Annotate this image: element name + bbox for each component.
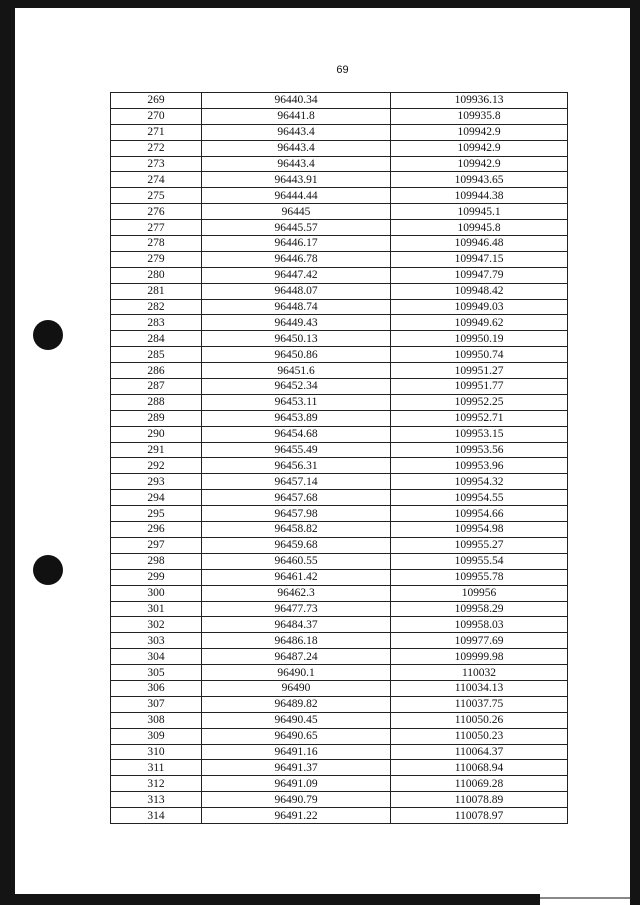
table-row bbox=[111, 156, 568, 172]
table-body bbox=[111, 93, 568, 824]
table-row bbox=[111, 553, 568, 569]
y-coordinate-cell: 109977.69 bbox=[391, 633, 568, 649]
table-row bbox=[111, 283, 568, 299]
x-coordinate-cell: 96443.91 bbox=[202, 172, 391, 188]
point-id-cell: 303 bbox=[111, 633, 202, 649]
x-coordinate-cell: 96459.68 bbox=[202, 537, 391, 553]
x-coordinate-cell: 96448.74 bbox=[202, 299, 391, 315]
x-coordinate-cell: 96451.6 bbox=[202, 363, 391, 379]
table-row bbox=[111, 569, 568, 585]
x-coordinate-cell: 96484.37 bbox=[202, 617, 391, 633]
point-id-cell: 300 bbox=[111, 585, 202, 601]
y-coordinate-cell: 109945.1 bbox=[391, 204, 568, 220]
scan-border-top bbox=[0, 0, 640, 8]
x-coordinate-cell: 96458.82 bbox=[202, 522, 391, 538]
point-id-cell: 305 bbox=[111, 665, 202, 681]
y-coordinate-cell: 109999.98 bbox=[391, 649, 568, 665]
y-coordinate-cell: 110034.13 bbox=[391, 680, 568, 696]
point-id-cell: 295 bbox=[111, 506, 202, 522]
point-id-cell: 307 bbox=[111, 696, 202, 712]
y-coordinate-cell: 109943.65 bbox=[391, 172, 568, 188]
x-coordinate-cell: 96487.24 bbox=[202, 649, 391, 665]
y-coordinate-cell: 109942.9 bbox=[391, 156, 568, 172]
point-id-cell: 301 bbox=[111, 601, 202, 617]
point-id-cell: 314 bbox=[111, 808, 202, 824]
y-coordinate-cell: 110069.28 bbox=[391, 776, 568, 792]
point-id-cell: 299 bbox=[111, 569, 202, 585]
table-row bbox=[111, 792, 568, 808]
x-coordinate-cell: 96454.68 bbox=[202, 426, 391, 442]
point-id-cell: 285 bbox=[111, 347, 202, 363]
table-row bbox=[111, 537, 568, 553]
table-row bbox=[111, 490, 568, 506]
point-id-cell: 308 bbox=[111, 712, 202, 728]
point-id-cell: 291 bbox=[111, 442, 202, 458]
table-row bbox=[111, 617, 568, 633]
table-row bbox=[111, 728, 568, 744]
x-coordinate-cell: 96460.55 bbox=[202, 553, 391, 569]
y-coordinate-cell: 109952.25 bbox=[391, 394, 568, 410]
table-row bbox=[111, 522, 568, 538]
point-id-cell: 310 bbox=[111, 744, 202, 760]
x-coordinate-cell: 96490 bbox=[202, 680, 391, 696]
point-id-cell: 294 bbox=[111, 490, 202, 506]
table-row bbox=[111, 299, 568, 315]
y-coordinate-cell: 109945.8 bbox=[391, 220, 568, 236]
table-row bbox=[111, 363, 568, 379]
table-row bbox=[111, 776, 568, 792]
point-id-cell: 289 bbox=[111, 410, 202, 426]
table-row bbox=[111, 712, 568, 728]
coordinates-table bbox=[110, 92, 568, 824]
x-coordinate-cell: 96461.42 bbox=[202, 569, 391, 585]
scan-border-left bbox=[0, 0, 15, 905]
y-coordinate-cell: 109947.79 bbox=[391, 267, 568, 283]
point-id-cell: 297 bbox=[111, 537, 202, 553]
y-coordinate-cell: 109955.27 bbox=[391, 537, 568, 553]
punch-hole-icon bbox=[33, 555, 63, 585]
table-row bbox=[111, 315, 568, 331]
x-coordinate-cell: 96450.86 bbox=[202, 347, 391, 363]
table-row bbox=[111, 458, 568, 474]
y-coordinate-cell: 109953.15 bbox=[391, 426, 568, 442]
table-row bbox=[111, 267, 568, 283]
point-id-cell: 283 bbox=[111, 315, 202, 331]
table-row bbox=[111, 760, 568, 776]
y-coordinate-cell: 109944.38 bbox=[391, 188, 568, 204]
point-id-cell: 290 bbox=[111, 426, 202, 442]
x-coordinate-cell: 96491.22 bbox=[202, 808, 391, 824]
y-coordinate-cell: 110032 bbox=[391, 665, 568, 681]
y-coordinate-cell: 109949.62 bbox=[391, 315, 568, 331]
point-id-cell: 281 bbox=[111, 283, 202, 299]
x-coordinate-cell: 96450.13 bbox=[202, 331, 391, 347]
point-id-cell: 313 bbox=[111, 792, 202, 808]
scan-border-right bbox=[630, 0, 640, 905]
table-row bbox=[111, 140, 568, 156]
x-coordinate-cell: 96444.44 bbox=[202, 188, 391, 204]
table-row bbox=[111, 696, 568, 712]
x-coordinate-cell: 96456.31 bbox=[202, 458, 391, 474]
point-id-cell: 287 bbox=[111, 379, 202, 395]
y-coordinate-cell: 110050.26 bbox=[391, 712, 568, 728]
point-id-cell: 280 bbox=[111, 267, 202, 283]
x-coordinate-cell: 96445.57 bbox=[202, 220, 391, 236]
x-coordinate-cell: 96491.09 bbox=[202, 776, 391, 792]
table-row bbox=[111, 331, 568, 347]
x-coordinate-cell: 96447.42 bbox=[202, 267, 391, 283]
table-row bbox=[111, 347, 568, 363]
point-id-cell: 292 bbox=[111, 458, 202, 474]
point-id-cell: 311 bbox=[111, 760, 202, 776]
x-coordinate-cell: 96457.68 bbox=[202, 490, 391, 506]
table-row bbox=[111, 236, 568, 252]
point-id-cell: 282 bbox=[111, 299, 202, 315]
x-coordinate-cell: 96443.4 bbox=[202, 156, 391, 172]
x-coordinate-cell: 96462.3 bbox=[202, 585, 391, 601]
y-coordinate-cell: 109950.19 bbox=[391, 331, 568, 347]
x-coordinate-cell: 96455.49 bbox=[202, 442, 391, 458]
table-row bbox=[111, 506, 568, 522]
x-coordinate-cell: 96457.98 bbox=[202, 506, 391, 522]
y-coordinate-cell: 110078.97 bbox=[391, 808, 568, 824]
y-coordinate-cell: 109958.29 bbox=[391, 601, 568, 617]
point-id-cell: 312 bbox=[111, 776, 202, 792]
table-row bbox=[111, 394, 568, 410]
y-coordinate-cell: 110064.37 bbox=[391, 744, 568, 760]
point-id-cell: 278 bbox=[111, 236, 202, 252]
table-row bbox=[111, 379, 568, 395]
y-coordinate-cell: 109958.03 bbox=[391, 617, 568, 633]
x-coordinate-cell: 96490.65 bbox=[202, 728, 391, 744]
y-coordinate-cell: 109954.55 bbox=[391, 490, 568, 506]
table-row bbox=[111, 665, 568, 681]
table-row bbox=[111, 426, 568, 442]
point-id-cell: 306 bbox=[111, 680, 202, 696]
x-coordinate-cell: 96453.89 bbox=[202, 410, 391, 426]
point-id-cell: 277 bbox=[111, 220, 202, 236]
x-coordinate-cell: 96489.82 bbox=[202, 696, 391, 712]
table-row bbox=[111, 220, 568, 236]
point-id-cell: 298 bbox=[111, 553, 202, 569]
y-coordinate-cell: 110037.75 bbox=[391, 696, 568, 712]
x-coordinate-cell: 96448.07 bbox=[202, 283, 391, 299]
x-coordinate-cell: 96491.37 bbox=[202, 760, 391, 776]
point-id-cell: 309 bbox=[111, 728, 202, 744]
y-coordinate-cell: 109952.71 bbox=[391, 410, 568, 426]
y-coordinate-cell: 109955.78 bbox=[391, 569, 568, 585]
point-id-cell: 293 bbox=[111, 474, 202, 490]
table-row bbox=[111, 633, 568, 649]
point-id-cell: 274 bbox=[111, 172, 202, 188]
table-row bbox=[111, 442, 568, 458]
y-coordinate-cell: 109942.9 bbox=[391, 140, 568, 156]
point-id-cell: 271 bbox=[111, 124, 202, 140]
table-row bbox=[111, 204, 568, 220]
table-row bbox=[111, 601, 568, 617]
table-row bbox=[111, 172, 568, 188]
y-coordinate-cell: 109956 bbox=[391, 585, 568, 601]
point-id-cell: 276 bbox=[111, 204, 202, 220]
table-row bbox=[111, 585, 568, 601]
table-row bbox=[111, 808, 568, 824]
table-row bbox=[111, 744, 568, 760]
x-coordinate-cell: 96441.8 bbox=[202, 108, 391, 124]
y-coordinate-cell: 109953.56 bbox=[391, 442, 568, 458]
point-id-cell: 275 bbox=[111, 188, 202, 204]
y-coordinate-cell: 109947.15 bbox=[391, 251, 568, 267]
table-row bbox=[111, 649, 568, 665]
y-coordinate-cell: 109953.96 bbox=[391, 458, 568, 474]
y-coordinate-cell: 109950.74 bbox=[391, 347, 568, 363]
table-row bbox=[111, 251, 568, 267]
x-coordinate-cell: 96486.18 bbox=[202, 633, 391, 649]
y-coordinate-cell: 110068.94 bbox=[391, 760, 568, 776]
y-coordinate-cell: 110078.89 bbox=[391, 792, 568, 808]
table-row bbox=[111, 680, 568, 696]
y-coordinate-cell: 109935.8 bbox=[391, 108, 568, 124]
point-id-cell: 284 bbox=[111, 331, 202, 347]
y-coordinate-cell: 109936.13 bbox=[391, 93, 568, 109]
y-coordinate-cell: 109951.27 bbox=[391, 363, 568, 379]
table-row bbox=[111, 124, 568, 140]
y-coordinate-cell: 109954.66 bbox=[391, 506, 568, 522]
x-coordinate-cell: 96445 bbox=[202, 204, 391, 220]
point-id-cell: 302 bbox=[111, 617, 202, 633]
table-row bbox=[111, 410, 568, 426]
y-coordinate-cell: 109955.54 bbox=[391, 553, 568, 569]
x-coordinate-cell: 96452.34 bbox=[202, 379, 391, 395]
y-coordinate-cell: 110050.23 bbox=[391, 728, 568, 744]
y-coordinate-cell: 109946.48 bbox=[391, 236, 568, 252]
point-id-cell: 296 bbox=[111, 522, 202, 538]
page-number: 69 bbox=[336, 64, 349, 76]
x-coordinate-cell: 96491.16 bbox=[202, 744, 391, 760]
y-coordinate-cell: 109949.03 bbox=[391, 299, 568, 315]
point-id-cell: 304 bbox=[111, 649, 202, 665]
table-row bbox=[111, 188, 568, 204]
table-row bbox=[111, 93, 568, 109]
x-coordinate-cell: 96446.78 bbox=[202, 251, 391, 267]
point-id-cell: 288 bbox=[111, 394, 202, 410]
y-coordinate-cell: 109954.32 bbox=[391, 474, 568, 490]
x-coordinate-cell: 96453.11 bbox=[202, 394, 391, 410]
point-id-cell: 270 bbox=[111, 108, 202, 124]
point-id-cell: 279 bbox=[111, 251, 202, 267]
scan-border-bottom bbox=[0, 894, 540, 905]
y-coordinate-cell: 109942.9 bbox=[391, 124, 568, 140]
x-coordinate-cell: 96449.43 bbox=[202, 315, 391, 331]
x-coordinate-cell: 96440.34 bbox=[202, 93, 391, 109]
x-coordinate-cell: 96443.4 bbox=[202, 124, 391, 140]
y-coordinate-cell: 109951.77 bbox=[391, 379, 568, 395]
y-coordinate-cell: 109948.42 bbox=[391, 283, 568, 299]
x-coordinate-cell: 96490.1 bbox=[202, 665, 391, 681]
y-coordinate-cell: 109954.98 bbox=[391, 522, 568, 538]
x-coordinate-cell: 96443.4 bbox=[202, 140, 391, 156]
punch-hole-icon bbox=[33, 320, 63, 350]
x-coordinate-cell: 96490.79 bbox=[202, 792, 391, 808]
scan-border-bottom-faint bbox=[540, 897, 630, 899]
point-id-cell: 286 bbox=[111, 363, 202, 379]
point-id-cell: 273 bbox=[111, 156, 202, 172]
point-id-cell: 272 bbox=[111, 140, 202, 156]
x-coordinate-cell: 96477.73 bbox=[202, 601, 391, 617]
point-id-cell: 269 bbox=[111, 93, 202, 109]
x-coordinate-cell: 96446.17 bbox=[202, 236, 391, 252]
x-coordinate-cell: 96490.45 bbox=[202, 712, 391, 728]
table-row bbox=[111, 474, 568, 490]
x-coordinate-cell: 96457.14 bbox=[202, 474, 391, 490]
table-row bbox=[111, 108, 568, 124]
